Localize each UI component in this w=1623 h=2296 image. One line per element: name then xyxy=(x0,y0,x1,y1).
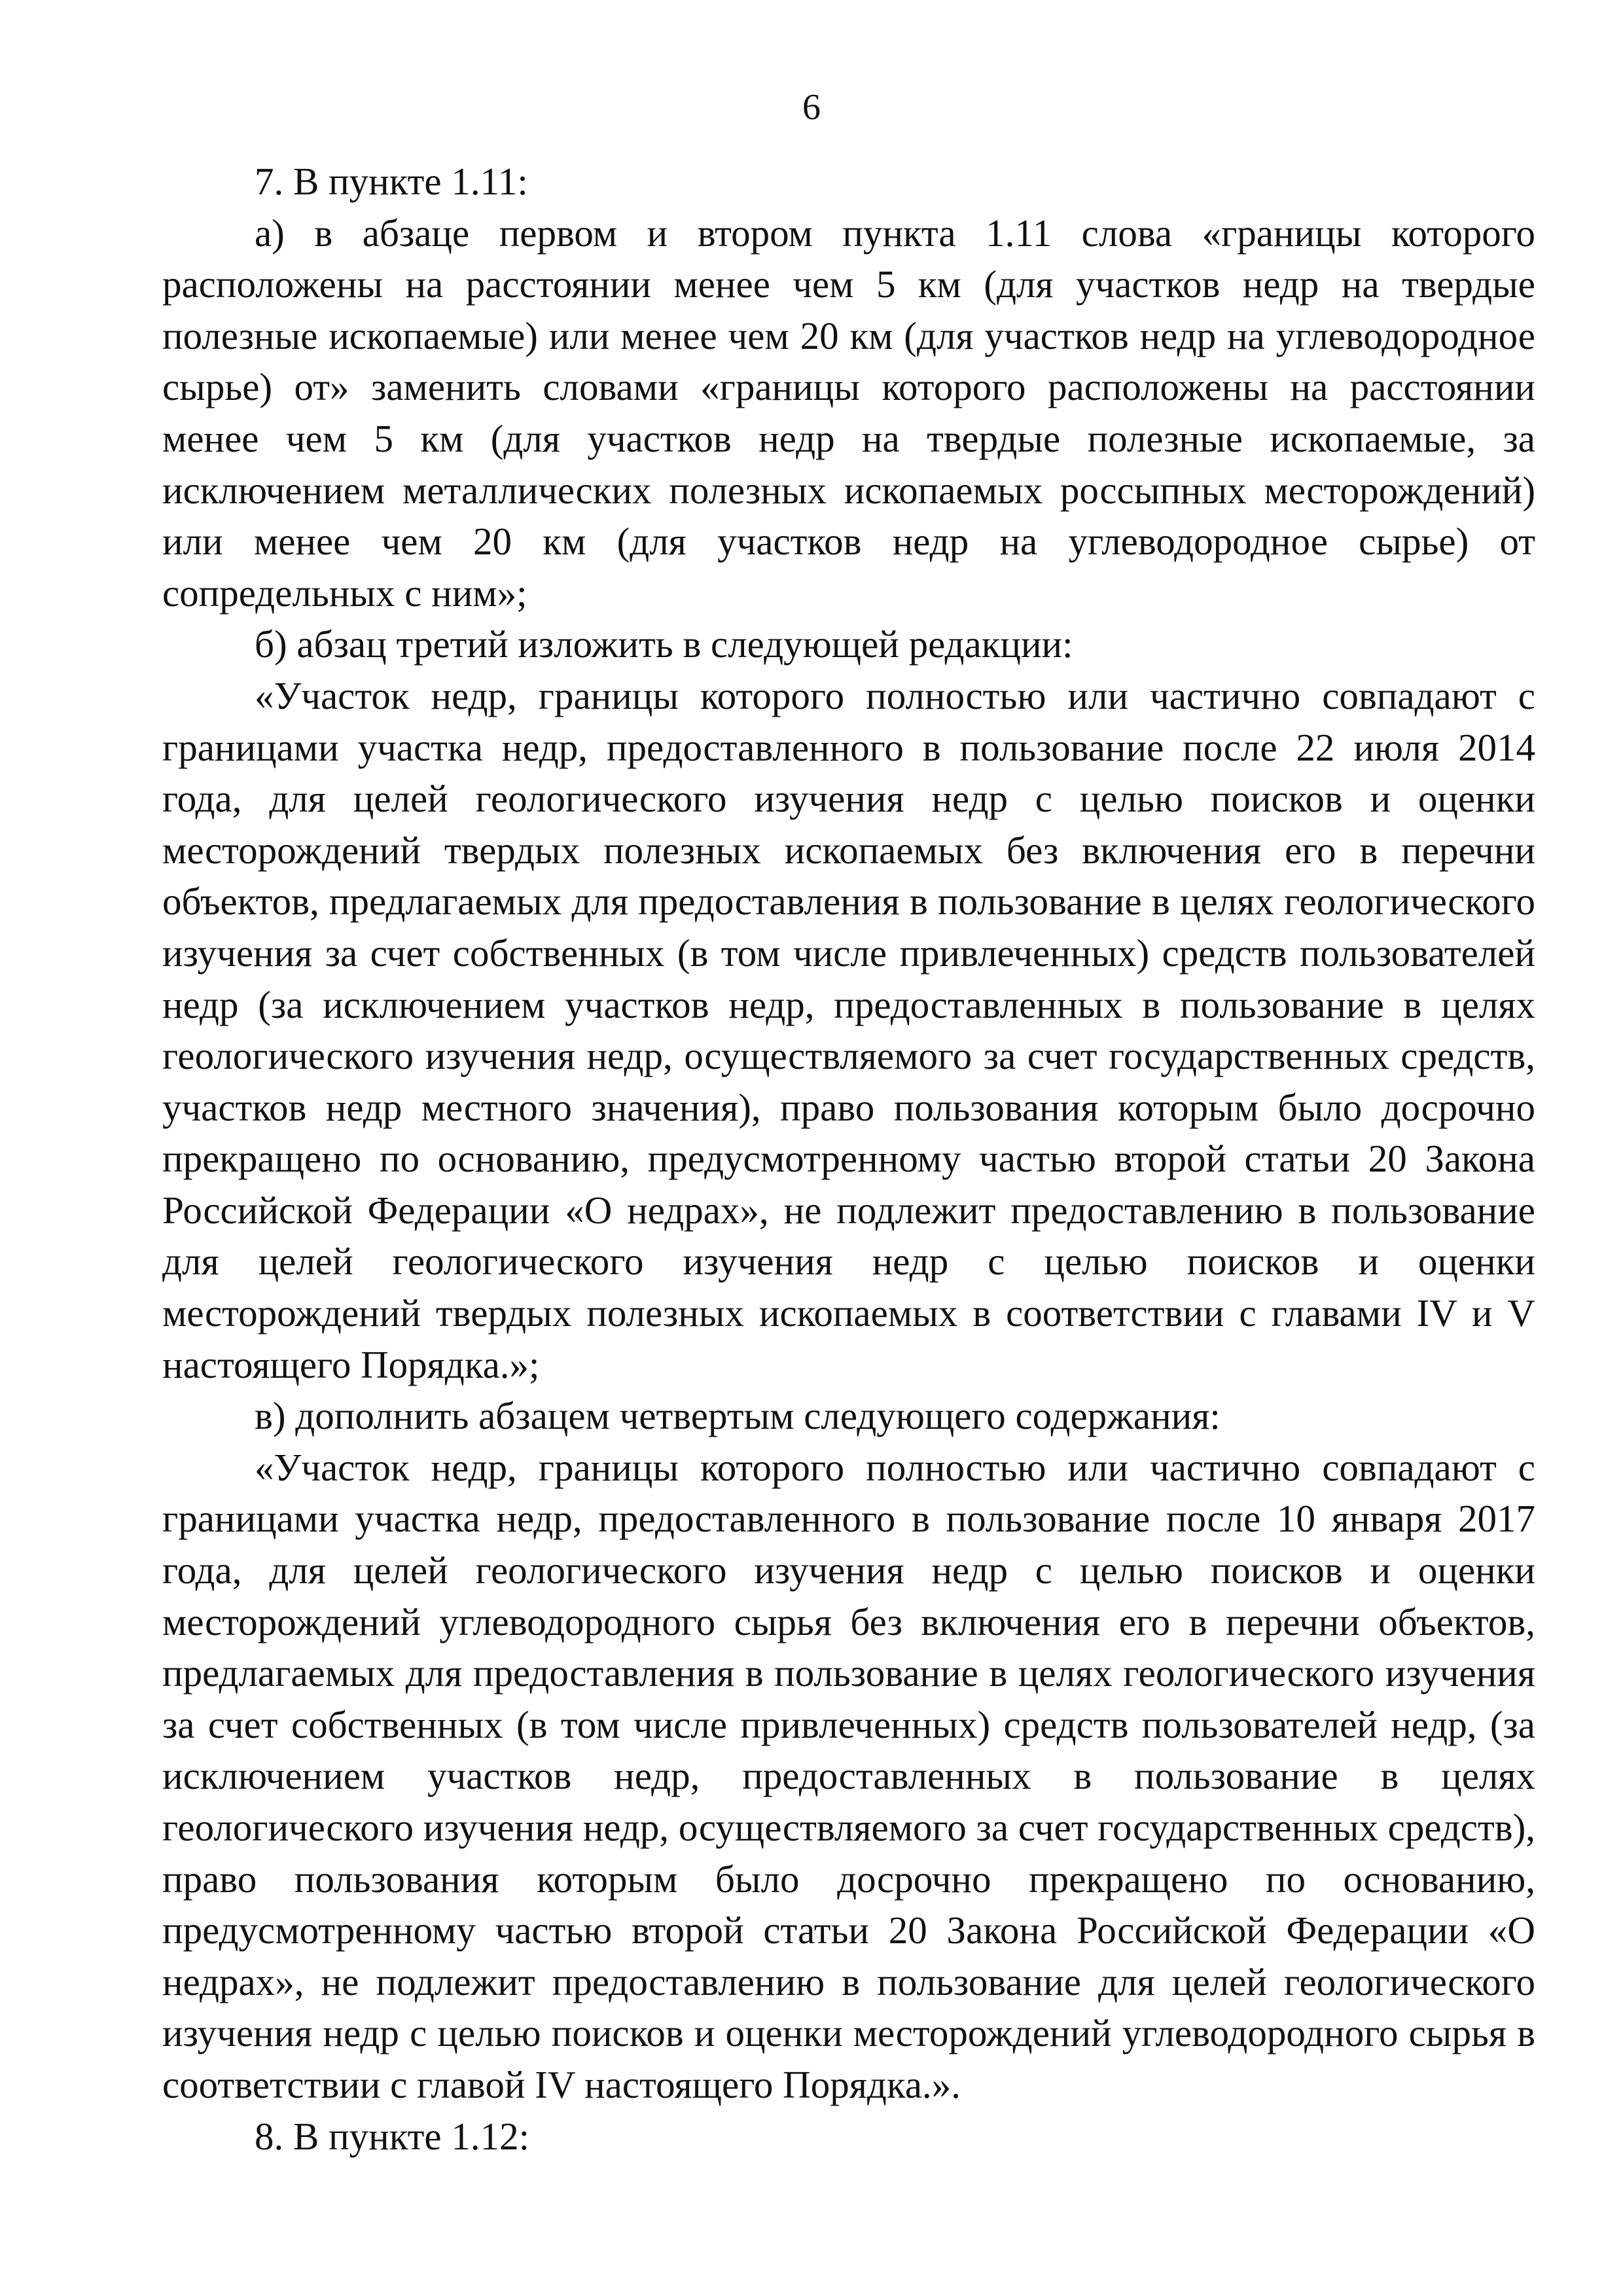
item-8-heading: 8. В пункте 1.12: xyxy=(255,2114,530,2158)
page-number: 6 xyxy=(802,87,821,128)
item-7-heading: 7. В пункте 1.11: xyxy=(255,160,528,203)
subitem-b-quoted-text: «Участок недр, границы которого полностью или частично совпадают с границами участка недр, предоставленного в пользование после 22 июля 2014 года, для целей геологического изучения недр с целью поисков и оценки месторождений твердых полезных ископаемых без включения его в перечни объектов, предлагаемых для предоставления в пользование в целях геологического изучения за счет собственных (в том числе привлеченных) средств пользователей недр (за исключением участков недр, предоставленных в пользование в целях геологического изучения недр, осуществляемого за счет государственных средств, участков недр местного значения), право пользования которым было досрочно прекращено по основанию, предусмотренному частью второй статьи 20 Закона Российской Федерации «О недрах», не подлежит предоставлению в пользование для целей геологического изучения недр с целью поисков и оценки месторождений твердых полезных ископаемых в соответствии с главами IV и V настоящего Порядка.»; xyxy=(162,673,1535,1386)
subitem-a-paragraph: а) в абзаце первом и втором пункта 1.11 слова «границы которого расположены на расстоянии менее чем 5 км (для участков недр на твердые полезные ископаемые) или менее чем 20 км (для участков недр на углеводородное сырье) от» заменить словами «границы которого расположены на расстоянии менее чем 5 км (для участков недр на твердые полезные ископаемые, за исключением металлических полезных ископаемых россыпных месторождений) или менее чем 20 км (для участков недр на углеводородное сырье) от сопредельных с ним»; xyxy=(162,211,1535,615)
subitem-b-paragraph: б) абзац третий изложить в следующей редакции: xyxy=(255,622,1073,666)
subitem-v-quoted-text: «Участок недр, границы которого полностью или частично совпадают с границами участка недр, предоставленного в пользование после 10 января 2017 года, для целей геологического изучения недр с целью поисков и оценки месторождений углеводородного сырья без включения его в перечни объектов, предлагаемых для предоставления в пользование в целях геологического изучения за счет собственных (в том числе привлеченных) средств пользователей недр, (за исключением участков недр, предоставленных в пользование в целях геологического изучения недр, осуществляемого за счет государственных средств), право пользования которым было досрочно прекращено по основанию, предусмотренному частью второй статьи 20 Закона Российской Федерации «О недрах», не подлежит предоставлению в пользование для целей геологического изучения недр с целью поисков и оценки месторождений углеводородного сырья в соответствии с главой IV настоящего Порядка.». xyxy=(162,1445,1535,2106)
document-body xyxy=(162,156,1535,2162)
subitem-v-paragraph: в) дополнить абзацем четвертым следующего содержания: xyxy=(255,1394,1221,1438)
